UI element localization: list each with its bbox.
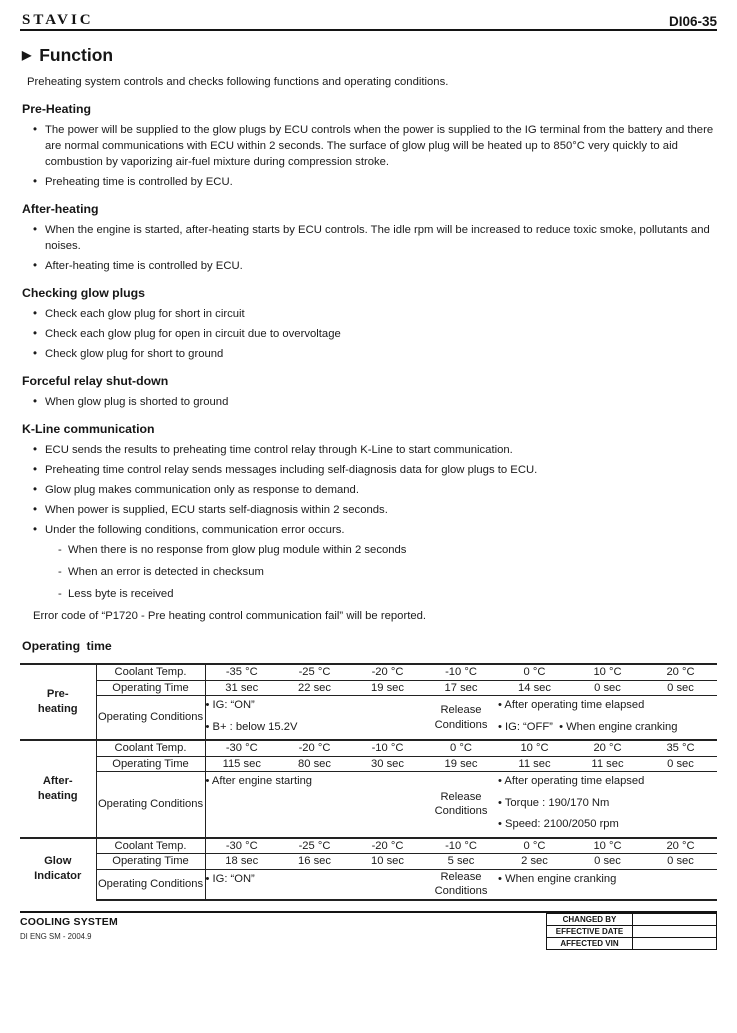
sub-bullet-item: - When there is no response from glow plug module within 2 seconds — [68, 542, 717, 558]
group-label-line: heating — [37, 789, 78, 802]
row-label-coolant-temp: Coolant Temp. — [96, 740, 205, 756]
row-label-coolant-temp: Coolant Temp. — [96, 838, 205, 854]
revision-value-changed-by — [633, 913, 717, 925]
section-heading-forceful-relay-shut-down: Forceful relay shut-down — [22, 374, 169, 388]
table-row — [547, 937, 717, 949]
operating-time-cell: 11 sec — [498, 756, 571, 772]
revision-value-effective-date — [633, 925, 717, 937]
section-heading-checking-glow-plugs: Checking glow plugs — [22, 286, 145, 300]
page-title-text: Function — [39, 45, 114, 65]
operating-time-cell: 0 sec — [644, 680, 717, 696]
section-heading-after-heating: After-heating — [22, 202, 99, 216]
bullet-item: • Check each glow plug for open in circuit due to overvoltage — [45, 326, 717, 342]
release-conditions-cell — [498, 772, 717, 838]
operating-time-cell: 0 sec — [644, 756, 717, 772]
group-label-line: Pre- — [46, 688, 69, 700]
footer-doc-code: DI ENG SM - 2004.9 — [20, 931, 92, 941]
table-row — [20, 869, 717, 900]
pre-heating-bullets — [20, 122, 717, 190]
row-label-release-conditions: Release Conditions — [424, 869, 498, 900]
operating-time-cell: 5 sec — [424, 854, 498, 870]
table-row — [20, 680, 717, 696]
intro-paragraph: Preheating system controls and checks following functions and operating conditions. — [27, 76, 449, 88]
table-row — [547, 913, 717, 925]
condition-line: • IG: “OFF” • When engine cranking — [498, 720, 678, 733]
revision-label-affected-vin: AFFECTED VIN — [547, 937, 633, 949]
operating-time-cell: 0 sec — [571, 680, 644, 696]
row-label-operating-time: Operating Time — [96, 854, 205, 870]
coolant-temp-cell: 0 °C — [498, 838, 571, 854]
triangle-marker-icon: ▶ — [22, 48, 32, 62]
bullet-item: • When the engine is started, after-heating starts by ECU controls. The idle rpm will be increased to reduce toxic smoke, pollutants and noises. — [45, 222, 717, 254]
operating-time-cell: 11 sec — [571, 756, 644, 772]
row-label-release-conditions: Release Conditions — [434, 790, 488, 818]
table-row — [20, 772, 717, 838]
sub-bullet-item: - When an error is detected in checksum — [68, 564, 717, 580]
release-conditions-cell — [498, 696, 717, 741]
section-heading-k-line-communication: K-Line communication — [22, 422, 155, 436]
table-row — [20, 696, 717, 741]
stavic-logo: STAVIC — [22, 12, 94, 28]
bullet-item: • When glow plug is shorted to ground — [45, 394, 717, 410]
table-row — [20, 854, 717, 870]
operating-time-cell: 14 sec — [498, 680, 571, 696]
group-label-after-heating — [20, 740, 96, 838]
k-line-bullets — [20, 442, 717, 602]
coolant-temp-cell: -25 °C — [278, 664, 351, 680]
operating-time-cell: 17 sec — [424, 680, 498, 696]
error-code-note: Error code of “P1720 - Pre heating control communication fail” will be reported. — [33, 610, 427, 622]
group-label-pre-heating — [20, 664, 96, 740]
after-heating-bullets — [20, 222, 717, 274]
bullet-item: • The power will be supplied to the glow plugs by ECU controls when the power is supplied to the IG terminal from the battery and there are normal communications with ECU within 2 seconds. The surface of glow plug will be heated up to 850°C very quickly to aid combustion by vaporizing air-fuel mixture during compression stroke. — [45, 122, 717, 170]
footer-system-title: COOLING SYSTEM — [20, 915, 118, 928]
coolant-temp-cell: -25 °C — [278, 838, 351, 854]
operating-time-heading: Operating time — [22, 639, 112, 653]
coolant-temp-cell: -10 °C — [424, 838, 498, 854]
operating-conditions-cell — [205, 869, 424, 900]
operating-time-cell: 30 sec — [351, 756, 424, 772]
condition-line: • After operating time elapsed — [498, 775, 645, 787]
coolant-temp-cell: -35 °C — [205, 664, 278, 680]
operating-time-cell: 19 sec — [351, 680, 424, 696]
operating-time-cell: 18 sec — [205, 854, 278, 870]
group-label-glow-indicator — [20, 838, 96, 900]
coolant-temp-cell: -30 °C — [205, 838, 278, 854]
bullet-text: Under the following conditions, communication error occurs. — [45, 524, 345, 536]
revision-label-effective-date: EFFECTIVE DATE — [547, 925, 633, 937]
bullet-item: • When power is supplied, ECU starts self-diagnosis within 2 seconds. — [45, 502, 717, 518]
table-row — [20, 740, 717, 756]
coolant-temp-cell: 10 °C — [498, 740, 571, 756]
coolant-temp-cell: -10 °C — [424, 664, 498, 680]
table-row — [20, 664, 717, 680]
condition-line: • IG: “ON” — [205, 872, 255, 885]
coolant-temp-cell: 10 °C — [571, 838, 644, 854]
release-conditions-cell — [498, 869, 717, 900]
group-label-line: After- — [42, 774, 73, 787]
page-footer — [20, 911, 717, 957]
group-label-line: heating — [37, 703, 78, 715]
coolant-temp-cell: 20 °C — [644, 664, 717, 680]
group-label-line: Indicator — [34, 870, 82, 882]
table-row — [547, 925, 717, 937]
condition-line: • Torque : 190/170 Nm — [498, 796, 610, 809]
coolant-temp-cell: 0 °C — [424, 740, 498, 756]
operating-time-cell: 31 sec — [205, 680, 278, 696]
operating-time-cell: 16 sec — [278, 854, 351, 870]
coolant-temp-cell: 20 °C — [644, 838, 717, 854]
operating-time-cell: 22 sec — [278, 680, 351, 696]
coolant-temp-cell: 20 °C — [571, 740, 644, 756]
row-label-coolant-temp: Coolant Temp. — [96, 664, 205, 680]
bullet-item: • Preheating time control relay sends messages including self-diagnosis data for glow plugs to ECU. — [45, 462, 717, 478]
section-heading-pre-heating: Pre-Heating — [22, 102, 92, 116]
operating-time-cell: 115 sec — [205, 756, 278, 772]
table-row — [20, 756, 717, 772]
checking-glow-plugs-bullets — [20, 306, 717, 362]
operating-conditions-cell — [205, 696, 424, 741]
condition-line: • When engine cranking — [498, 872, 617, 885]
bullet-item: • ECU sends the results to preheating time control relay through K-Line to start communication. — [45, 442, 717, 458]
bullet-item: • Preheating time is controlled by ECU. — [45, 174, 717, 190]
coolant-temp-cell: 35 °C — [644, 740, 717, 756]
forceful-relay-bullets — [20, 394, 717, 410]
operating-time-cell: 0 sec — [571, 854, 644, 870]
row-label-operating-time: Operating Time — [96, 756, 205, 772]
operating-time-cell: 0 sec — [644, 854, 717, 870]
operating-time-cell: 2 sec — [498, 854, 571, 870]
row-label-operating-conditions: Operating Conditions — [96, 772, 205, 838]
operating-time-cell: 80 sec — [278, 756, 351, 772]
coolant-temp-cell: 10 °C — [571, 664, 644, 680]
revision-table — [546, 913, 717, 950]
coolant-temp-cell: -20 °C — [351, 664, 424, 680]
coolant-temp-cell: -30 °C — [205, 740, 278, 756]
condition-line: • Speed: 2100/2050 rpm — [498, 818, 619, 830]
condition-line: • IG: “ON” — [205, 699, 255, 711]
page-header — [20, 0, 717, 31]
sub-bullet-item: - Less byte is received — [68, 586, 717, 602]
bullet-item: • Check each glow plug for short in circuit — [45, 306, 717, 322]
bullet-item: • Check glow plug for short to ground — [45, 346, 717, 362]
coolant-temp-cell: -20 °C — [351, 838, 424, 854]
group-label-line: Glow — [44, 855, 72, 867]
bullet-item: • After-heating time is controlled by ECU. — [45, 258, 717, 274]
row-label-operating-conditions: Operating Conditions — [96, 869, 205, 900]
k-line-sub-bullets — [45, 542, 717, 602]
page-code: DI06-35 — [668, 14, 717, 29]
operating-time-cell: 10 sec — [351, 854, 424, 870]
coolant-temp-cell: -10 °C — [351, 740, 424, 756]
coolant-temp-cell: -20 °C — [278, 740, 351, 756]
operating-conditions-cell — [205, 772, 424, 838]
coolant-temp-cell: 0 °C — [498, 664, 571, 680]
page-title — [22, 44, 717, 66]
condition-line: • After engine starting — [205, 775, 313, 787]
operating-time-table — [20, 663, 717, 901]
revision-label-changed-by: CHANGED BY — [547, 913, 633, 925]
revision-value-affected-vin — [633, 937, 717, 949]
bullet-item: • Glow plug makes communication only as response to demand. — [45, 482, 717, 498]
row-label-release-conditions: Release Conditions — [434, 704, 488, 731]
operating-time-cell: 19 sec — [424, 756, 498, 772]
bullet-item — [45, 522, 717, 602]
condition-line: • B+ : below 15.2V — [205, 720, 298, 733]
row-label-operating-time: Operating Time — [96, 680, 205, 696]
row-label-operating-conditions: Operating Conditions — [96, 696, 205, 741]
table-row — [20, 838, 717, 854]
condition-line: • After operating time elapsed — [498, 699, 645, 711]
